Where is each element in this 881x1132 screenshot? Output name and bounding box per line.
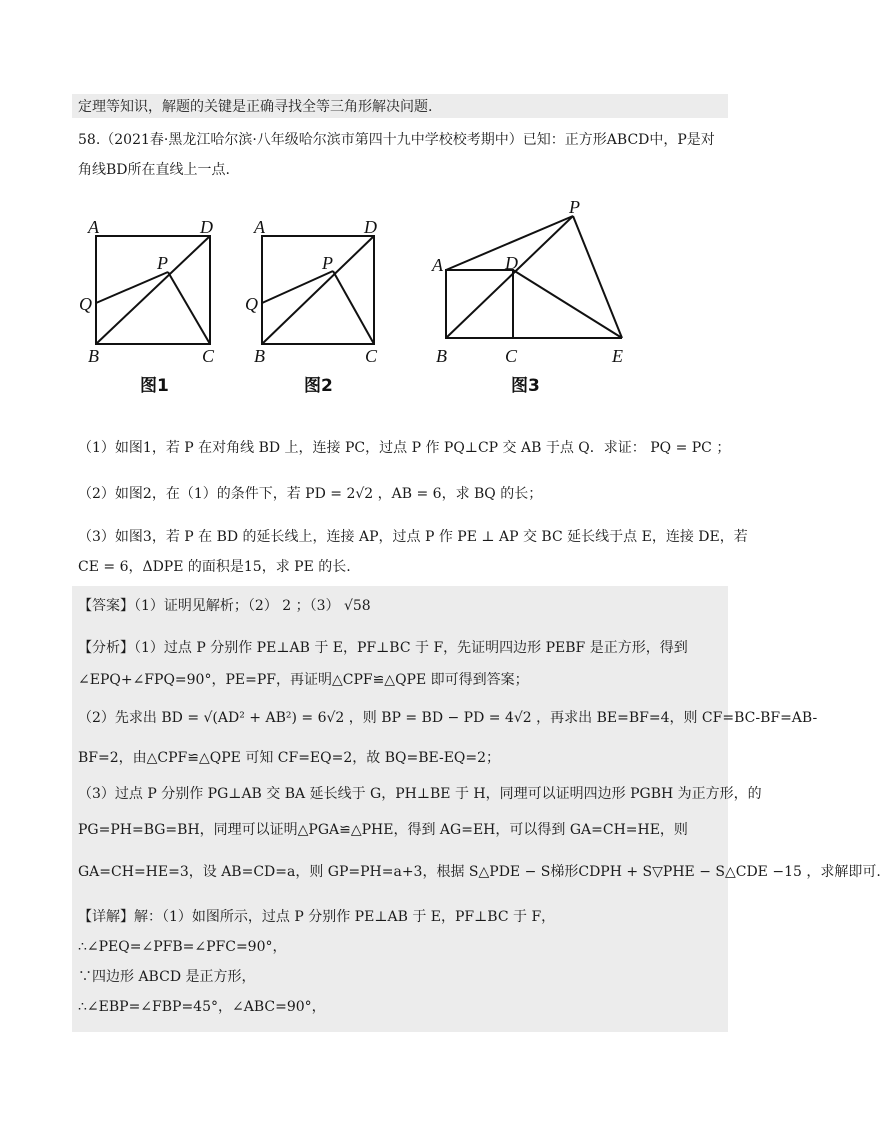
fig1-caption: 图1 <box>140 376 169 396</box>
fig3-label-c: C <box>505 346 518 366</box>
question-3-line-2: CE = 6，ΔDPE 的面积是15，求 PE 的长. <box>78 559 351 575</box>
figure-3-diagram <box>446 216 622 338</box>
figure-1-diagram <box>96 236 210 344</box>
fig3-label-p: P <box>569 197 580 217</box>
detail-line-1: 【详解】解：（1）如图所示，过点 P 分别作 PE⊥AB 于 E，PF⊥BC 于 F， <box>78 909 556 925</box>
fig2-label-p: P <box>322 253 333 273</box>
fig1-label-p: P <box>157 253 168 273</box>
analysis-line-4: BF=2，由△CPF≌△QPE 可知 CF=EQ=2，故 BQ=BE-EQ=2； <box>78 750 501 766</box>
fig2-label-c: C <box>365 346 378 366</box>
fig3-label-b: B <box>436 346 447 366</box>
analysis-line-6: PG=PH=BG=BH，同理可以证明△PGA≌△PHE，得到 AG=EH，可以得到 GA=CH=HE，则 <box>78 822 688 838</box>
fig1-label-c: C <box>202 346 215 366</box>
figure-2-diagram <box>262 236 374 344</box>
answer-line: 【答案】（1）证明见解析；（2） 2 ；（3） √58 <box>78 598 371 614</box>
analysis-line-3: （2）先求出 BD = √(AD² + AB²) = 6√2 ，则 BP = BD − PD = 4√2 ，再求出 BE=BF=4，则 CF=BC-BF=AB- <box>78 710 818 726</box>
detail-line-4: ∴∠EBP=∠FBP=45°，∠ABC=90°， <box>78 999 326 1015</box>
detail-line-2: ∴∠PEQ=∠PFB=∠PFC=90°， <box>78 939 287 955</box>
fig2-label-a: A <box>254 217 265 237</box>
detail-line-3: ∵四边形 ABCD 是正方形， <box>78 969 256 985</box>
fig2-caption: 图2 <box>304 376 333 396</box>
fig1-label-a: A <box>88 217 99 237</box>
problem-intro-line-2: 角线BD所在直线上一点. <box>78 162 230 178</box>
fig2-label-b: B <box>254 346 265 366</box>
fig2-label-q: Q <box>245 294 258 314</box>
analysis-line-7: GA=CH=HE=3，设 AB=CD=a，则 GP=PH=a+3，根据 S△PDE − S梯形CDPH + S▽PHE − S△CDE −15 ，求解即可. <box>78 864 881 880</box>
question-2: （2）如图2，在（1）的条件下，若 PD = 2√2 ，AB = 6，求 BQ 的长； <box>78 486 543 502</box>
fig3-caption: 图3 <box>511 376 540 396</box>
question-3-line-1: （3）如图3，若 P 在 BD 的延长线上，连接 AP，过点 P 作 PE ⊥ AP 交 BC 延长线于点 E，连接 DE，若 <box>78 529 748 545</box>
question-1: （1）如图1，若 P 在对角线 BD 上，连接 PC，过点 P 作 PQ⊥CP 交 AB 于点 Q．求证： PQ = PC ； <box>78 440 731 456</box>
fig2-label-d: D <box>364 217 377 237</box>
analysis-line-2: ∠EPQ+∠FPQ=90°，PE=PF，再证明△CPF≌△QPE 即可得到答案； <box>78 672 529 688</box>
analysis-line-5: （3）过点 P 分别作 PG⊥AB 交 BA 延长线于 G，PH⊥BE 于 H，同理可以证明四边形 PGBH 为正方形，的 <box>78 786 762 802</box>
fig1-label-q: Q <box>79 294 92 314</box>
top-note: 定理等知识，解题的关键是正确寻找全等三角形解决问题. <box>78 99 433 115</box>
analysis-line-1: 【分析】（1）过点 P 分别作 PE⊥AB 于 E，PF⊥BC 于 F，先证明四边形 PEBF 是正方形，得到 <box>78 640 688 656</box>
fig1-label-b: B <box>88 346 99 366</box>
fig3-label-a: A <box>432 255 443 275</box>
fig1-label-d: D <box>200 217 213 237</box>
fig3-label-e: E <box>612 346 623 366</box>
fig3-label-d: D <box>505 253 518 273</box>
problem-intro-line-1: 58.（2021春·黑龙江哈尔滨·八年级哈尔滨市第四十九中学校校考期中）已知：正方形ABCD中，P是对 <box>78 132 715 148</box>
geometry-figures <box>0 0 800 420</box>
